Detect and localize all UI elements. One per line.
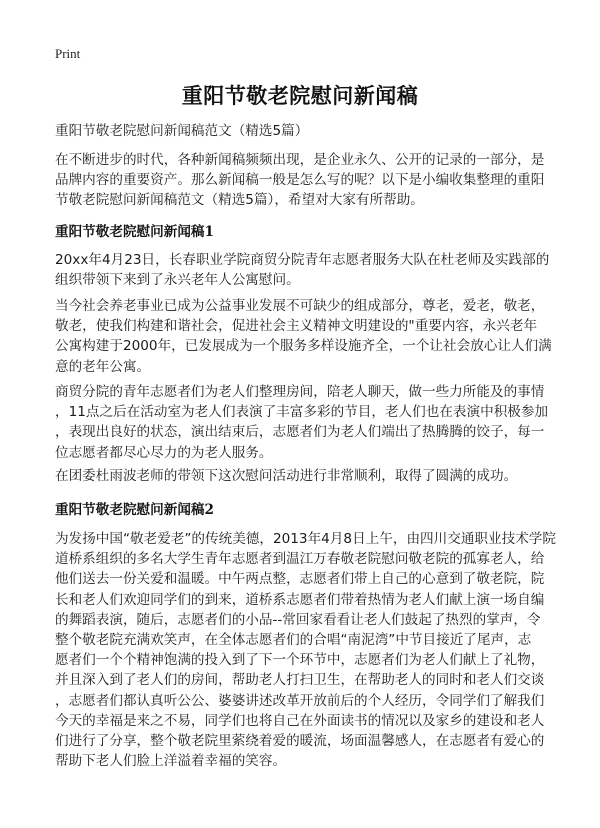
text-line: 敬老，使我们构建和谐社会，促进社会主义精神文明建设的"重要内容，永兴老年	[55, 318, 538, 335]
text-line: 在不断进步的时代，各种新闻稿频频出现，是企业永久、公开的记录的一部分，是	[55, 152, 545, 168]
article-heading-2: 重阳节敬老院慰问新闻稿2	[55, 502, 214, 518]
article-1-paragraph-4	[55, 466, 575, 486]
text-line: 20xx年4月23日，长春职业学院商贸分院青年志愿者服务大队在杜老师及实践部的	[55, 252, 550, 268]
text-line: 意的老年公寓。	[55, 358, 151, 375]
text-line: 帮助下老人们脸上洋溢着幸福的笑容。	[55, 753, 287, 770]
article-heading-1: 重阳节敬老院慰问新闻稿1	[55, 224, 214, 240]
text-line: 愿者们一个个精神饱满的投入到了下一个环节中，志愿者们为老人们献上了礼物，	[55, 652, 545, 669]
text-line: 他们送去一份关爱和温暖。中午两点整，志愿者们带上自己的心意到了敬老院，院	[55, 571, 545, 588]
text-line: 道桥系组织的多名大学生青年志愿者到温江万春敬老院慰问敬老院的孤寡老人，给	[55, 551, 545, 568]
text-line: 的舞蹈表演，随后，志愿者们的小品--常回家看看让老人们鼓起了热烈的掌声，令	[55, 611, 541, 628]
article-2-paragraph-1	[55, 529, 575, 771]
text-line: 当今社会养老事业已成为公益事业发展不可缺少的组成部分，尊老，爱老，敬老，	[55, 298, 545, 314]
subtitle: 重阳节敬老院慰问新闻稿范文（精选5篇）	[55, 123, 309, 139]
text-line: ，11点之后在活动室为老人们表演了丰富多彩的节目，老人们也在表演中积极参加	[55, 404, 549, 421]
text-line: 公寓构建于2000年，已发展成为一个服务多样设施齐全，一个让社会放心让人们满	[55, 338, 552, 355]
page-title: 重阳节敬老院慰问新闻稿	[181, 84, 419, 108]
text-line: 品牌内容的重要资产。那么新闻稿一般是怎么写的呢？以下是小编收集整理的重阳	[55, 172, 545, 189]
text-line: 节敬老院慰问新闻稿范文（精选5篇），希望对大家有所帮助。	[55, 192, 424, 209]
text-line: 组织带领下来到了永兴老年人公寓慰问。	[55, 272, 300, 289]
article-1-paragraph-2	[55, 296, 575, 377]
article-1-paragraph-3	[55, 382, 575, 463]
text-line: 今天的幸福是来之不易，同学们也将自己在外面读书的情况以及家乡的建设和老人	[55, 712, 545, 729]
text-line: 为发扬中国“敬老爱老”的传统美德，2013年4月8日上午，由四川交通职业技术学院	[55, 531, 556, 547]
print-link[interactable]: Print	[55, 46, 81, 61]
article-1-paragraph-1	[55, 250, 575, 290]
intro-paragraph	[55, 150, 575, 211]
text-line: ，志愿者们都认真听公公、婆婆讲述改革开放前后的个人经历，令同学们了解我们	[55, 692, 545, 709]
text-line: 整个敬老院充满欢笑声，在全体志愿者们的合唱“南泥湾”中节目接近了尾声，志	[55, 632, 532, 649]
text-line: 位志愿者都尽心尽力的为老人服务。	[55, 444, 273, 461]
text-line: ，表现出良好的状态，演出结束后，志愿者们为老人们端出了热腾腾的饺子，每一	[55, 424, 545, 441]
text-line: 们进行了分享，整个敬老院里萦绕着爱的暖流，场面温馨感人，在志愿者有爱心的	[55, 733, 545, 750]
text-line: 在团委杜雨波老师的带领下这次慰问活动进行非常顺利，取得了圆满的成功。	[55, 468, 518, 484]
text-line: 长和老人们欢迎同学们的到来，道桥系志愿者们带着热情为老人们献上演一场自编	[55, 591, 545, 608]
text-line: 并且深入到了老人们的房间，帮助老人打扫卫生，在帮助老人的同时和老人们交谈	[55, 672, 545, 689]
text-line: 商贸分院的青年志愿者们为老人们整理房间，陪老人聊天，做一些力所能及的事情	[55, 384, 545, 400]
